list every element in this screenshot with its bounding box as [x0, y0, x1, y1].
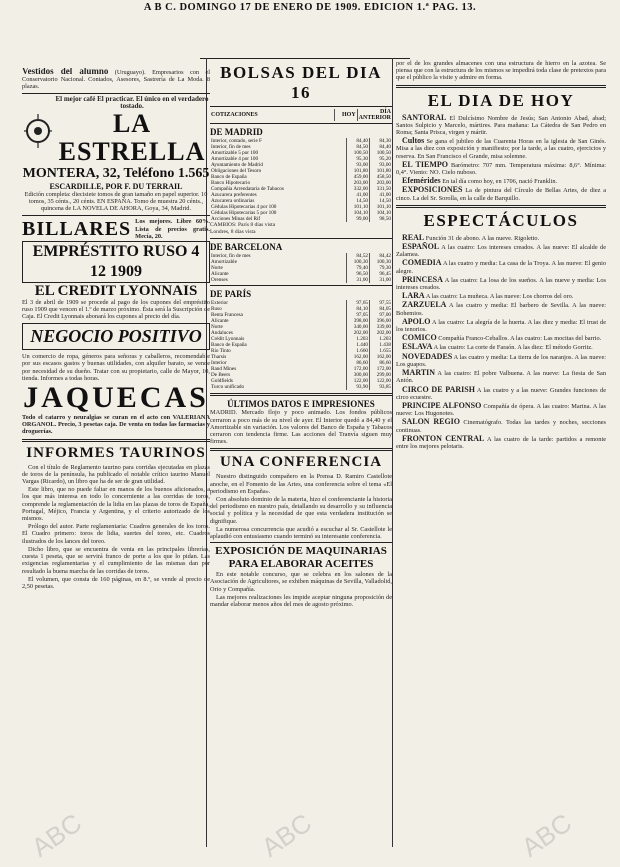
security-name: Alicante — [211, 318, 229, 325]
quote-value: 96,45 — [370, 271, 393, 277]
quote-value: 172,00 — [347, 366, 370, 372]
quote-value: 98,50 — [370, 216, 393, 222]
quote-value: 86,60 — [347, 360, 370, 366]
listing-text: A las cuatro y media: La casa de la Troya. A las nueve: El genio alegre. — [396, 260, 606, 275]
divider — [210, 393, 392, 396]
listing-text: A las cuatro: La losa de los sueños. A las nueve y media: Los intereses creados. — [396, 276, 606, 292]
ultimos-text: MADRID. Mercado flojo y poco animado. Los fondos públicos cerraron a poco más de su nivel de ayer. El Interior quedó a 84,40 y el Amortizable sin variación. Los valores del Banco de España y Tabacos cerraron con tendencia firme. Las acciones del Tranvía siguen muy firmes. — [210, 409, 392, 446]
ad-estrella-title: LA ESTRELLA — [58, 109, 206, 167]
security-name: Amortizable 4 por 100 — [211, 156, 259, 162]
quote-value: 31,00 — [370, 277, 393, 283]
column-right — [396, 60, 606, 451]
conferencia-title: UNA CONFERENCIA — [219, 454, 383, 471]
security-name: Compañía Arrendataria de Tabacos — [211, 186, 284, 192]
security-name: Acciones Minas del Rif — [211, 216, 261, 222]
quote-value: 104,10 — [347, 210, 370, 216]
paragraph: La numerosa concurrencia que acudió a escuchar al Sr. Castellote le aplaudió con entusiasmo cuando terminó su interesante conferencia. — [210, 525, 392, 541]
divider — [210, 106, 392, 107]
quote-value: 1.438 — [370, 342, 393, 348]
security-name: Interior, contado, serie F — [211, 138, 262, 144]
listing-text: El Dulcísimo Nombre de Jesús; San Antonio Abad, abad; Santos Sulpicio y Marcelo, mártires. Para mañana: La Cátedra de San Pedro en Roma; Santa Prisca, virgen y mártir. — [396, 114, 606, 137]
page-header: A B C. DOMINGO 17 DE ENERO DE 1909. EDICION 1.ª PAG. 13. — [143, 2, 477, 13]
col-header-hoy: HOY — [334, 109, 357, 121]
listing-name: ESLAVA — [402, 342, 433, 352]
quote-value: 203,00 — [347, 180, 370, 186]
security-name: Ayuntamiento de Madrid — [211, 162, 263, 168]
security-name: Amortizable 5 por 100 — [211, 150, 259, 156]
divider — [210, 542, 392, 543]
watermark-abc: ABC — [515, 807, 577, 863]
listing-text: A las cuatro: Los intereses creados. A las nueve: El alcalde de Zalamea. — [396, 244, 606, 259]
espectaculos-title: ESPECTÁCULOS — [423, 210, 579, 230]
divider — [210, 238, 392, 239]
quote-value: 101,80 — [347, 168, 370, 174]
exposicion-title: EXPOSICIÓN DE MAQUINARIAS PARA ELABORAR ACEITES — [215, 545, 387, 571]
security-name: Azucarera preferentes — [211, 192, 257, 198]
security-name: Cédulas Hipotecarias 5 por 100 — [211, 210, 277, 216]
ad-emprestito-title: EMPRÉSTITO RUSO 4 12 1909 — [22, 241, 210, 283]
paragraph: Las mejores realizaciones les impide aceptar ninguna proposición de mandar elaborar menos años del mes de agosto próximo. — [210, 593, 392, 609]
divider — [210, 448, 392, 451]
ad-estrella-text: Edición completa: diecisiete tomos de gran tamaño en papel superior. 10 tomos, 35 cénts., 20 cénts. EN ESPAÑA. Tomo de muestra 20 cénts., quincena de LA NOVELA DE AHORA, Goya, 34, Madrid. — [24, 191, 208, 213]
paragraph: Prólogo del autor. Parte reglamentaria: Cuadros generales de los toros. El Cuadro primero: toros de lidia, suertes del toreo, etc. Cuadros ilustrados de los lances del toreo. — [22, 523, 210, 545]
listing-text: Compañía Franco-Ceballos. A las cuatro: Las mocitas del barrio. — [436, 335, 602, 343]
security-name: Rand Mines — [211, 366, 237, 373]
quote-value: 86,60 — [370, 360, 393, 366]
listing-item — [396, 402, 606, 417]
ad-mejor-text: El mejor café El practicar. El único en el verdadero tostado. — [55, 94, 209, 110]
quote-value: 14,50 — [347, 198, 370, 204]
security-name: Interior — [211, 360, 227, 367]
listing-name: PRINCESA — [402, 274, 443, 284]
security-name: Azucarera ordinarias — [211, 198, 255, 204]
quote-value: 104,10 — [370, 210, 393, 216]
quote-value: 101,80 — [370, 168, 393, 174]
listing-item — [396, 292, 606, 300]
madrid-table — [210, 138, 392, 222]
madrid-cambios-1: CAMBIOS: París 8 días vista — [210, 222, 276, 228]
quote-value: 340,00 — [347, 324, 370, 330]
quote-value: 96,50 — [347, 271, 370, 277]
quote-value: 299,00 — [370, 372, 393, 378]
paragraph: Dicho libro, que se encuentra de venta en las principales librerías, cuesta 1 peseta, que se servirá franco de porte a los que lo pidan. Las exigencias reglamentarias y el cumplimiento de las mismas dan por resultado la buena marcha de las corridas de toros. — [22, 545, 210, 575]
paris-label: DE PARÍS — [210, 289, 252, 300]
security-name: Orenses — [211, 277, 228, 284]
security-name: Exterior — [211, 300, 228, 307]
quote-value: 100,50 — [370, 150, 393, 156]
quote-value: 84,40 — [347, 138, 370, 144]
security-name: Interior, fin de mes — [211, 144, 251, 150]
watermark-abc: ABC — [25, 807, 87, 863]
ad-negocio-title: NEGOCIO POSITIVO — [30, 326, 202, 347]
security-name: Banco Hipotecario — [211, 180, 251, 186]
listing-item — [396, 259, 606, 274]
listing-text: La de pintura del Círculo de Bellas Artes, de diez a cinco. La del Sr. Sorolla, en la calle de Barquillo. — [396, 187, 606, 202]
quote-value: 93,90 — [347, 384, 370, 390]
listing-name: REAL — [402, 232, 425, 242]
divider — [210, 285, 392, 286]
security-name: Banco de España — [211, 342, 247, 349]
quote-value: 459,00 — [347, 174, 370, 180]
quote-value: 458,50 — [370, 174, 393, 180]
listing-item — [396, 435, 606, 450]
listing-item — [396, 114, 606, 137]
quote-value: 84,30 — [370, 138, 393, 144]
quote-value: 41,00 — [370, 192, 393, 198]
security-name: Río Tinto — [211, 348, 231, 355]
ad-billares — [22, 218, 210, 241]
listing-text: A las cuatro: La corte de Faraón. A las diez: El método Gorritz. — [432, 344, 593, 352]
quote-value: 97,65 — [347, 300, 370, 306]
listing-name: Cultos — [402, 136, 425, 146]
listing-text: Función 31 de abono. A las nueve. Rigoletto. — [424, 234, 540, 242]
column-left — [22, 68, 210, 591]
quote-value: 1.203 — [370, 336, 393, 342]
column-center — [210, 60, 392, 609]
quote-value: 79,40 — [347, 265, 370, 271]
listing-name: EXPOSICIONES — [402, 185, 463, 195]
listing-text: Cinematógrafo. Todas las tardes y noches, secciones continuas. — [396, 419, 606, 434]
ad-credit-title: EL CREDIT LYONNAIS — [34, 282, 198, 299]
listing-item — [396, 418, 606, 433]
divider — [396, 205, 606, 208]
listing-name: CIRCO DE PARISH — [402, 384, 475, 394]
listing-text: Barómetro: 707 mm. Temperatura máxima: 8,6°. Mínima: 0,4°. Viento: NO. Cielo nuboso. — [396, 161, 606, 177]
listing-name: Efemérides — [402, 176, 441, 186]
ad-estrella-address: MONTERA, 32, Teléfono 1.565 — [22, 166, 210, 182]
quote-value: 100,50 — [347, 150, 370, 156]
quote-value: 99,00 — [347, 216, 370, 222]
quote-value: 84,50 — [347, 144, 370, 150]
quote-value: 84,52 — [347, 253, 370, 259]
listing-item — [396, 177, 606, 185]
quote-value: 101,10 — [370, 204, 393, 210]
informes-title: INFORMES TAURINOS — [26, 444, 206, 461]
informes-body — [22, 464, 210, 590]
security-name: Banco de España — [211, 174, 247, 180]
quote-value: 300,00 — [347, 372, 370, 378]
quote-value: 84,10 — [347, 306, 370, 312]
listing-text: A las cuatro: La muñeca. A las nueve: Los chorros del oro. — [424, 293, 574, 301]
ad-estrella-sub: ESCARDILLE, POR F. DU TERRAIL — [49, 182, 183, 192]
quote-value: 95,20 — [370, 156, 393, 162]
listing-text: En tal día como hoy, en 1706, nació Franklin. — [440, 178, 558, 186]
listing-item — [396, 334, 606, 342]
ultimos-title: ÚLTIMOS DATOS E IMPRESIONES — [227, 399, 375, 410]
quote-value: 84,40 — [370, 144, 393, 150]
listing-name: PRINCIPE ALFONSO — [402, 400, 482, 410]
quote-value: 93,00 — [347, 162, 370, 168]
paragraph: Este libro, que no puede faltar en manos de los buenos aficionados, a los que más interesa en todo lo concerniente a las corridas de toros, comprende la reglamentación de la lidia en las plazas de toros de España, Portugal, Méjico, Francia y Argentina, y el criterio autorizado de los mismos. — [22, 486, 210, 523]
ad-estrella — [22, 96, 210, 166]
listing-item — [396, 243, 606, 258]
bolsas-header-table — [210, 109, 392, 121]
security-name: Interior, fin de mes — [211, 253, 251, 260]
quote-value: 162,00 — [370, 354, 393, 360]
column-rule-2 — [392, 58, 393, 847]
quote-value: 202,00 — [370, 330, 393, 336]
ad-credit-text: El 3 de abril de 1909 se procede al pago de los cupones del empréstito ruso 1909 que vencen el 1.º de marzo próximo. Ésta será la Suscripción de Caja. El Credit Lyonnais abonará los cupones al precio del día. — [22, 298, 210, 321]
divider — [22, 93, 210, 94]
paragraph: Con absoluto dominio de la materia, hizo el conferenciante la historia del periodismo en nuestro país, detallando su desarrollo y su influencia social y política y la necesidad de que esta verdadera institución se dignifique. — [210, 496, 392, 525]
security-name: Norte — [211, 265, 223, 272]
quote-value: 79,30 — [370, 265, 393, 271]
sun-logo-icon — [22, 111, 54, 151]
quote-value: 1.655 — [370, 348, 393, 354]
paragraph: El volumen, que consta de 160 páginas, en 8.º, se vende al precio de 2,50 pesetas. — [22, 575, 210, 590]
quote-value: 93,85 — [370, 384, 393, 390]
listing-item — [396, 234, 606, 242]
exposicion-body — [210, 571, 392, 608]
quote-value: 1.660 — [347, 348, 370, 354]
paris-table — [210, 300, 392, 390]
quote-value: 332,00 — [347, 186, 370, 192]
quote-value: 1.440 — [347, 342, 370, 348]
quote-value: 31,00 — [347, 277, 370, 283]
listing-name: COMICO — [402, 333, 437, 343]
listing-item — [396, 353, 606, 368]
security-name: Renta Francesa — [211, 312, 243, 319]
table-row — [210, 384, 392, 390]
security-name: Tharsis — [211, 354, 227, 361]
listing-item — [396, 318, 606, 333]
listing-item — [396, 186, 606, 201]
ad-billares-text: Los mejores. Libre 60%. Lista de precios gratis. Mecía, 20. — [135, 218, 210, 240]
ad-jaquecas-text: Todo el catarro y neuralgias se curan en el acto con VALERIANA ORGANOL. Precio, 3 pesetas caja. De venta en todas las farmacias y droguerías. — [22, 414, 210, 436]
listing-item — [396, 161, 606, 176]
listing-name: SALON REGIO — [402, 417, 461, 427]
listing-name: APOLO — [402, 316, 431, 326]
listing-text: A las cuatro: La alegría de la huerta. A las diez y media: El trust de los tenorios. — [396, 318, 606, 334]
listing-text: A las cuatro de la tarde: partidos a remonte entre los mejores pelotaris. — [396, 435, 606, 450]
listing-item — [396, 369, 606, 384]
security-name: Goldfields — [211, 378, 233, 385]
security-name: Obligaciones del Tesoro — [211, 168, 262, 174]
listing-item — [396, 343, 606, 351]
listing-text: A las cuatro y media: La tierra de los naranjos. A las nueve: Los guapos. — [396, 353, 606, 368]
madrid-cambios-2: Londres, 8 días vista — [210, 229, 256, 236]
listing-name: COMEDIA — [402, 258, 442, 268]
quote-value: 339,00 — [370, 324, 393, 330]
listing-text: Compañía de ópera. A las cuatro: Marina. A las nueve: Los Hugonotes. — [396, 402, 606, 418]
quote-value: 95,30 — [347, 156, 370, 162]
security-name: De Beers — [211, 372, 231, 379]
divider — [22, 439, 210, 442]
quote-value: 100,30 — [347, 259, 370, 265]
ad-negocio — [22, 323, 210, 350]
madrid-label: DE MADRID — [210, 127, 263, 137]
bolsas-title: BOLSAS DEL DIA 16 — [220, 63, 382, 102]
quote-value: 101,10 — [347, 204, 370, 210]
quote-value: 97,05 — [347, 312, 370, 318]
ad-jaquecas-title: JAQUECAS — [23, 381, 209, 415]
quote-value: 331,50 — [370, 186, 393, 192]
security-name: Cédulas Hipotecarias 4 por 100 — [211, 204, 277, 210]
listing-item — [396, 301, 606, 316]
quote-value: 122,00 — [347, 378, 370, 384]
security-name: Andaluces — [211, 330, 233, 337]
ad-billares-title: BILLARES — [22, 217, 132, 240]
ad-vestidos-text: (Uruguayo). Empresarios con el Conservatorio Nacional. Contados, Asesores, Sastrería de La Moda. 8 plazas. — [22, 69, 210, 91]
security-name: Turco unificado — [211, 384, 245, 391]
watermark-abc: ABC — [255, 807, 317, 863]
listing-item — [396, 276, 606, 291]
listing-text: A las cuatro y a las nueve: Grandes funciones de circo ecuestre. — [396, 386, 606, 401]
dia-hoy-title: EL DIA DE HOY — [427, 90, 575, 110]
quote-value: 172,00 — [370, 366, 393, 372]
security-name: Norte — [211, 324, 223, 331]
listing-text: Se gana el jubileo de las Cuarenta Horas en la iglesia de San Ginés. Misa a las diez con exposición y manifiesto; por la tarde, a las cuatro, ejercicios y reserva. En San Francisco el Grande, misa solemne. — [396, 138, 606, 160]
security-name: Amortizable — [211, 259, 237, 266]
divider — [210, 123, 392, 124]
dia-hoy-body — [396, 114, 606, 202]
quote-value: 202,00 — [347, 330, 370, 336]
quote-value: 396,00 — [370, 318, 393, 324]
quote-value: 97,55 — [370, 300, 393, 306]
barcelona-table — [210, 253, 392, 283]
listing-name: LARA — [402, 291, 425, 301]
table-row — [210, 277, 392, 283]
paragraph: En este notable concurso, que se celebra en los salones de la Asociación de Agricultores, se exhiben máquinas de Sevilla, Valladolid, Orio y Compañía. — [210, 571, 392, 593]
divider — [396, 85, 606, 88]
listing-name: FRONTON CENTRAL — [402, 433, 485, 443]
quote-value: 97,00 — [370, 312, 393, 318]
ad-negocio-text: Un comercio de ropa, géneros para señoras y caballeros, recomendable por sus escasos gastos y buenas utilidades, con alquiler barato, se vende por necesidad de su dueño. Tratar con su propietario, calle de Mayor, 10, tienda. Informes a todas horas. — [22, 353, 210, 382]
barcelona-label: DE BARCELONA — [210, 242, 283, 253]
quote-value: 14,50 — [370, 198, 393, 204]
paragraph: Con el título de Reglamento taurino para corridas ejecutadas en plazas de toros de la península, ha publicado el notable crítico taurino Manuel Vargas (Ricardo), un libro que ha de ser de gran utilidad. — [22, 463, 210, 486]
listing-text: A las cuatro y media: El barbero de Sevilla. A las nueve: Bohemios. — [396, 302, 606, 317]
quote-value: 122,00 — [370, 378, 393, 384]
listing-name: ESPAÑOL — [402, 242, 440, 252]
quote-value: 162,00 — [347, 354, 370, 360]
listing-name: EL TIEMPO — [402, 159, 448, 169]
ad-vestidos — [22, 68, 210, 91]
quote-value: 93,00 — [370, 162, 393, 168]
listing-name: NOVEDADES — [402, 351, 453, 361]
divider — [22, 215, 210, 216]
security-name: Alicante — [211, 271, 229, 278]
espectaculos-body — [396, 234, 606, 450]
security-name: Crédit Lyonnais — [211, 336, 245, 343]
ad-vestidos-title: Vestidos del alumno — [22, 68, 109, 76]
listing-item — [396, 386, 606, 401]
listing-name: MARTIN — [402, 368, 436, 378]
quote-value: 398,00 — [347, 318, 370, 324]
listing-name: SANTORAL — [402, 112, 447, 122]
quote-value: 84,42 — [370, 253, 393, 259]
conferencia-body — [210, 473, 392, 540]
col-header-anterior: DÍA ANTERIOR — [358, 109, 391, 121]
security-name: Ruso — [211, 306, 222, 313]
col-header-cotizaciones: COTIZACIONES — [211, 112, 258, 118]
quote-value: 100,30 — [370, 259, 393, 265]
quote-value: 203,00 — [370, 180, 393, 186]
listing-name: ZARZUELA — [402, 300, 447, 310]
paragraph: Nuestro distinguido compañero en la Prensa D. Ramiro Castellote anoche, en el Fomento de las Artes, una conferencia sobre el tema «El periodismo en España». — [210, 473, 392, 495]
listing-text: A las cuatro: El pobre Valbuena. A las nueve: La fiesta de San Antón. — [396, 370, 606, 385]
listing-item — [396, 137, 606, 160]
quote-value: 84,05 — [370, 306, 393, 312]
top-continuation-text: por el de los grandes almacenes con una estructura de hierro en la azotea. Se piensa que con la estructura de los mismos se impedirá toda clase de pretextos para que el público la visite y admire en forma. — [396, 60, 606, 82]
quote-value: 1.203 — [347, 336, 370, 342]
quote-value: 41,00 — [347, 192, 370, 198]
header-rule — [200, 58, 410, 59]
